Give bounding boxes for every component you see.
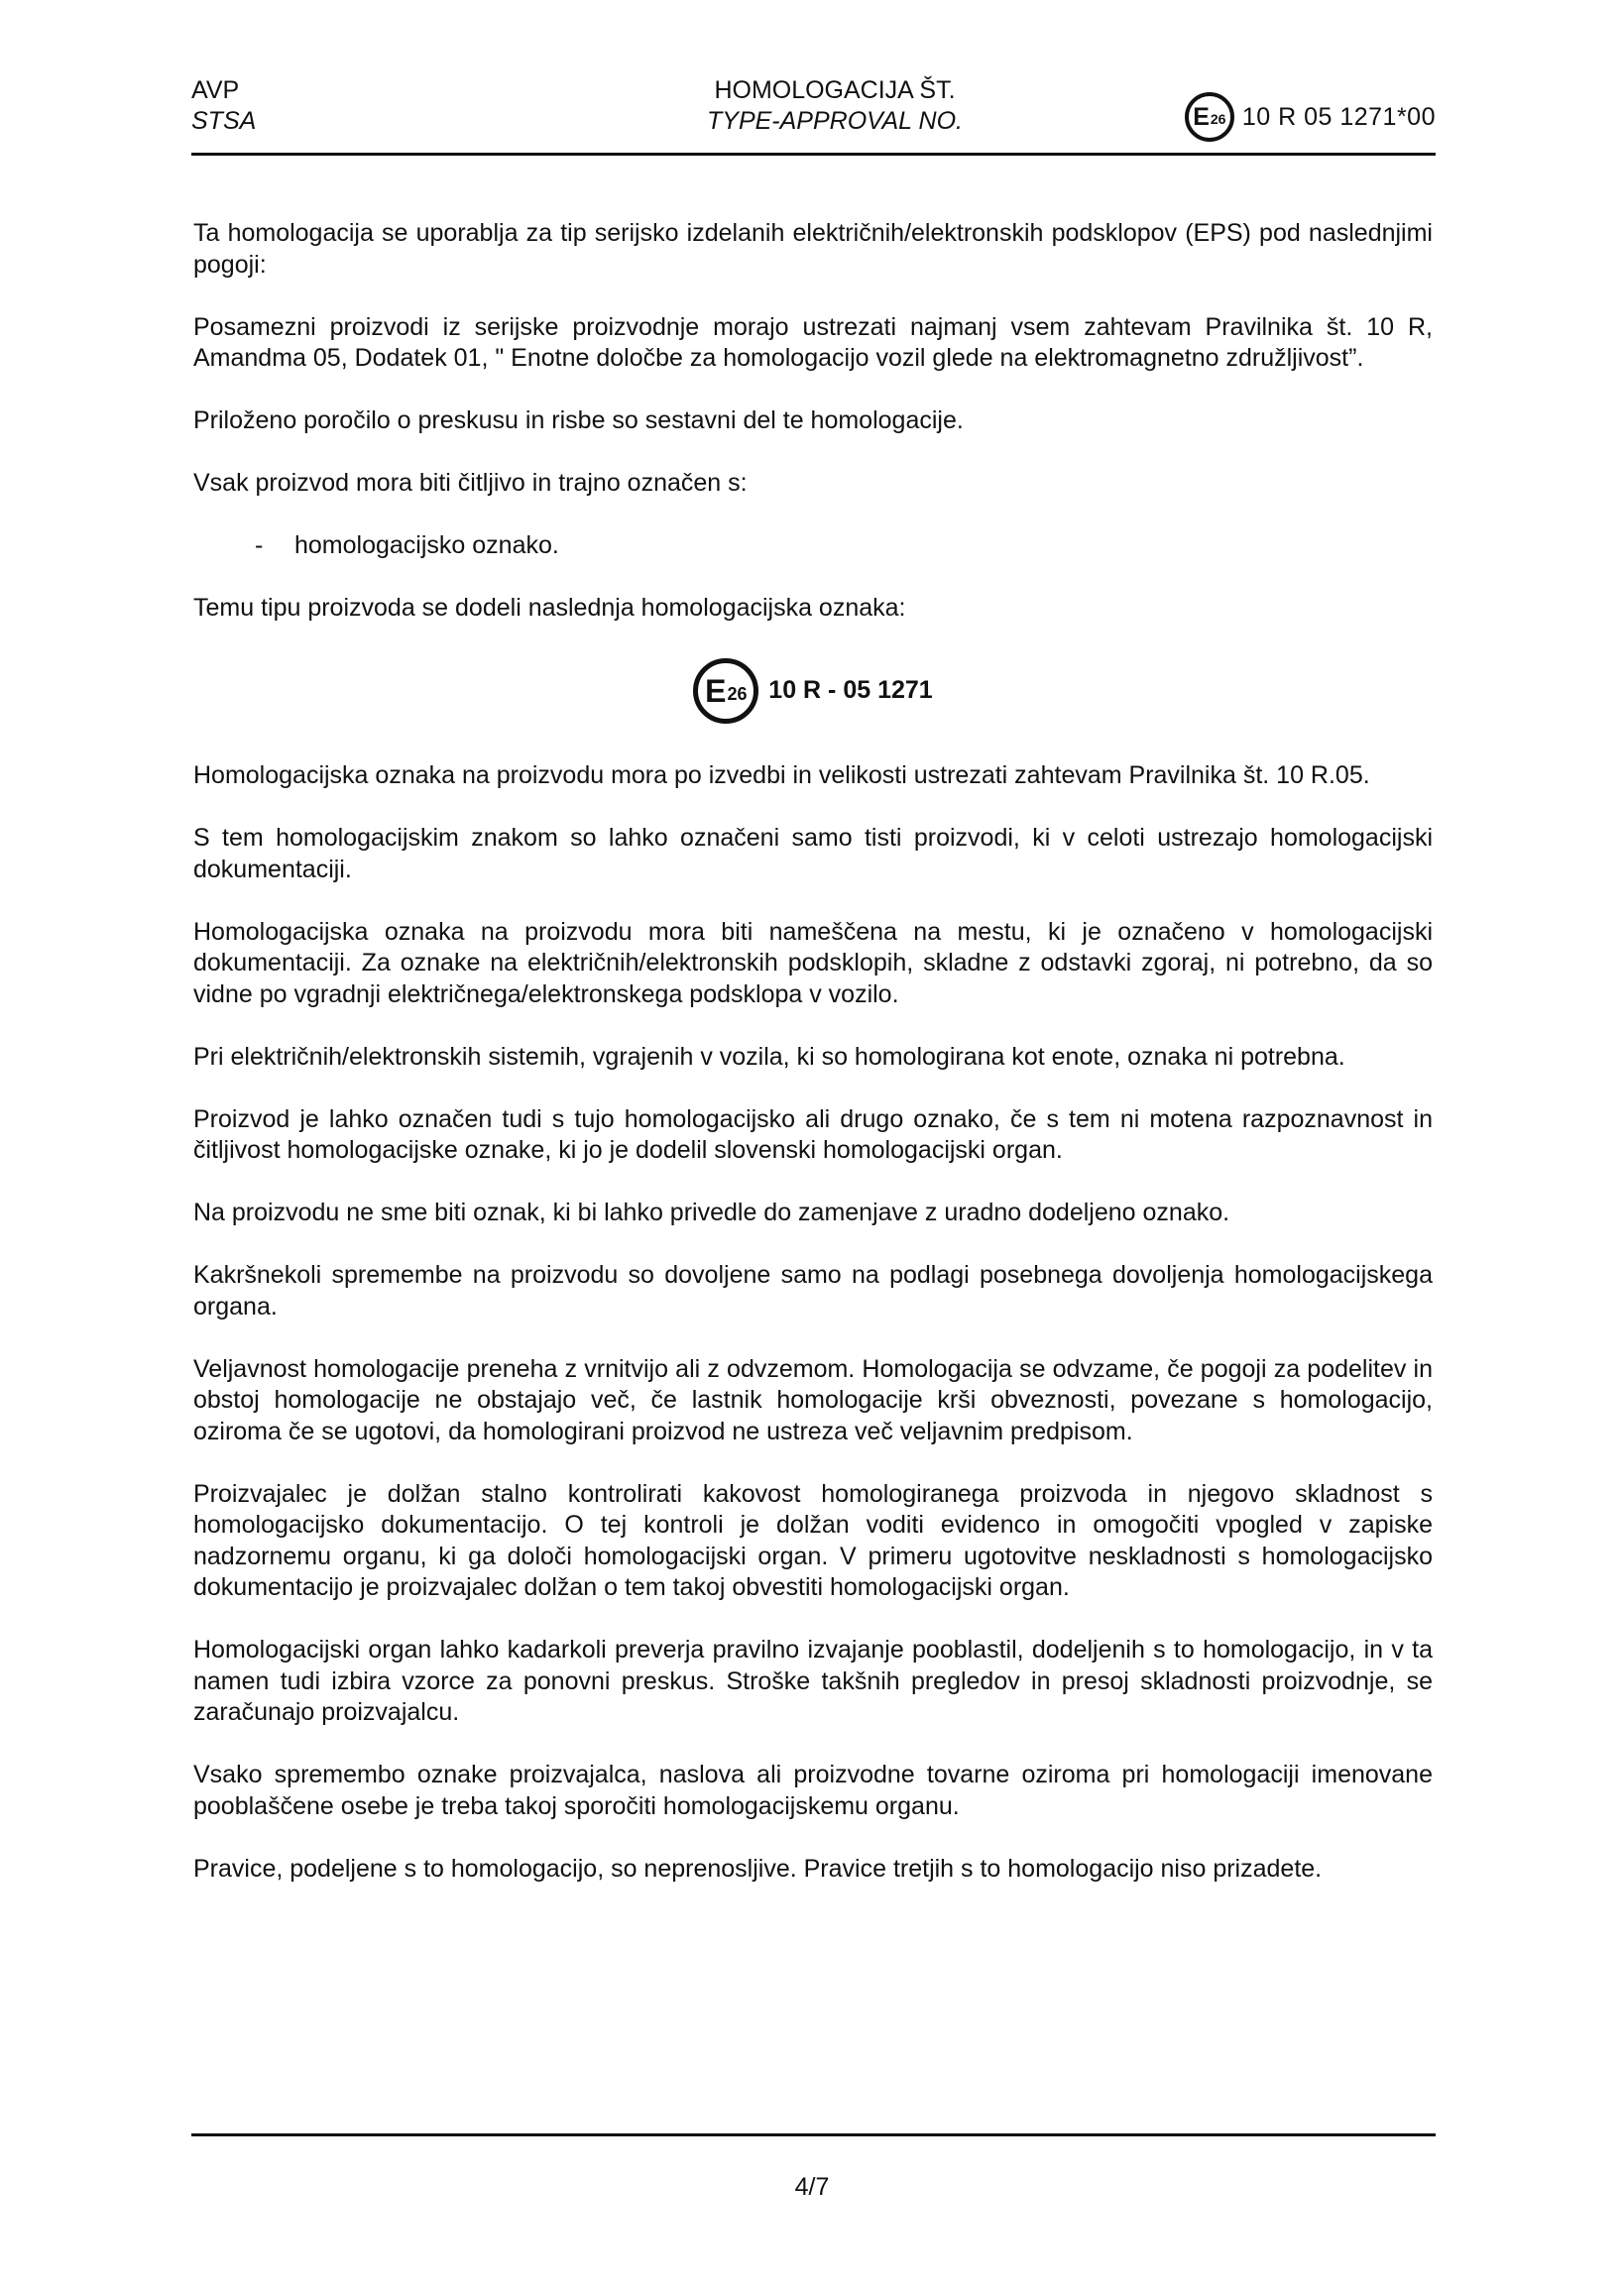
header-title-sl: HOMOLOGACIJA ŠT.	[714, 76, 956, 104]
list-dash: -	[255, 531, 264, 559]
header-title-en: TYPE-APPROVAL NO.	[707, 107, 963, 135]
header-agency-abbr-en: STSA	[191, 107, 257, 135]
e-mark-letter: E	[705, 673, 727, 709]
paragraph: Kakršnekoli spremembe na proizvodu so dovoljene samo na podlagi posebnega dovoljenja homologacijskega organa.	[193, 1261, 1433, 1320]
e-mark-number: 26	[727, 684, 748, 704]
paragraph: Vsako spremembo oznake proizvajalca, naslova ali proizvodne tovarne oziroma pri homologaciji imenovane pooblaščene osebe je treba takoj sporočiti homologacijskemu organu.	[193, 1761, 1433, 1820]
paragraph: Pravice, podeljene s to homologacijo, so neprenosljive. Pravice tretjih s to homologacijo niso prizadete.	[193, 1854, 1323, 1883]
header-title	[671, 75, 998, 137]
page-number: 4/7	[794, 2173, 830, 2201]
page-header	[191, 71, 1436, 156]
paragraph: Ta homologacija se uporablja za tip serijsko izdelanih električnih/elektronskih podsklopov (EPS) pod naslednjimi pogoji:	[193, 219, 1433, 279]
paragraph: Pri električnih/elektronskih sistemih, vgrajenih v vozila, ki so homologirana kot enote, oznaka ni potrebna.	[193, 1042, 1345, 1071]
e-mark-letter: E	[1193, 102, 1210, 131]
paragraph: Priloženo poročilo o preskusu in risbe so sestavni del te homologacije.	[193, 406, 964, 434]
paragraph: Temu tipu proizvoda se dodeli naslednja homologacijska oznaka:	[193, 594, 906, 622]
header-agency	[191, 75, 256, 137]
document-body	[193, 218, 1433, 1916]
paragraph: Vsak proizvod mora biti čitljivo in trajno označen s:	[193, 469, 748, 497]
paragraph: Proizvajalec je dolžan stalno kontrolirati kakovost homologiranega proizvoda in njegovo skladnost s homologacijsko dokumentacijo. O tej kontroli je dolžan voditi evidenco in omogočiti vpogled v zapiske nadzornemu organu, ki ga določi homologacijski organ. V primeru ugotovitve neskladnosti s homologacijsko dokumentacijo je proizvajalec dolžan o tem takoj obvestiti homologacijski organ.	[193, 1479, 1433, 1601]
paragraph: Homologacijski organ lahko kadarkoli preverja pravilno izvajanje pooblastil, dodeljenih s to homologacijo, in v ta namen tudi izbira vzorce za ponovni preskus. Stroške takšnih pregledov in presoj skladnosti proizvodnje, se zaračunajo proizvajalcu.	[193, 1636, 1433, 1726]
paragraph: Proizvod je lahko označen tudi s tujo homologacijsko ali drugo oznako, če s tem ni motena razpoznavnost in čitljivost homologacijske oznake, ki jo je dodelil slovenski homologacijski organ.	[193, 1104, 1433, 1164]
header-approval-number: 10 R 05 1271*00	[1241, 102, 1436, 131]
e-mark-number: 26	[1210, 111, 1226, 127]
footer-divider	[191, 2133, 1436, 2136]
paragraph: Posamezni proizvodi iz serijske proizvodnje morajo ustrezati najmanj vsem zahtevam Pravilnika št. 10 R, Amandma 05, Dodatek 01, " Enotne določbe za homologacijo vozil glede na elektromagnetno združljivost”.	[193, 312, 1433, 372]
e-mark-icon	[693, 658, 758, 724]
paragraph: Homologacijska oznaka na proizvodu mora po izvedbi in velikosti ustrezati zahtevam Pravilnika št. 10 R.05.	[193, 761, 1370, 789]
paragraph: Na proizvodu ne sme biti oznak, ki bi lahko privedle do zamenjave z uradno dodeljeno oznako.	[193, 1199, 1230, 1226]
e-mark-icon	[1185, 92, 1234, 142]
list-item-text: homologacijsko oznako.	[294, 531, 559, 559]
header-agency-abbr: AVP	[191, 76, 240, 104]
paragraph: Homologacijska oznaka na proizvodu mora biti nameščena na mestu, ki je označeno v homologacijski dokumentaciji. Za oznake na električnih/elektronskih podsklopih, skladne z odstavki zgoraj, ni potrebno, da so vidne po vgradnji električnega/elektronskega podsklopa v vozilo.	[193, 917, 1433, 1008]
paragraph: Veljavnost homologacije preneha z vrnitvijo ali z odvzemom. Homologacija se odvzame, če pogoji za podelitev in obstoj homologacije ne obstajajo več, če lastnik homologacije krši obveznosti, povezane s homologacijo, oziroma če se ugotovi, da homologirani proizvod ne ustreza več veljavnim predpisom.	[193, 1354, 1433, 1445]
approval-mark-text: 10 R - 05 1271	[768, 676, 933, 705]
paragraph: S tem homologacijskim znakom so lahko označeni samo tisti proizvodi, ki v celoti ustrezajo homologacijski dokumentaciji.	[193, 824, 1433, 883]
approval-mark	[193, 655, 1433, 727]
list-item	[193, 530, 1433, 562]
header-approval	[1185, 89, 1436, 145]
